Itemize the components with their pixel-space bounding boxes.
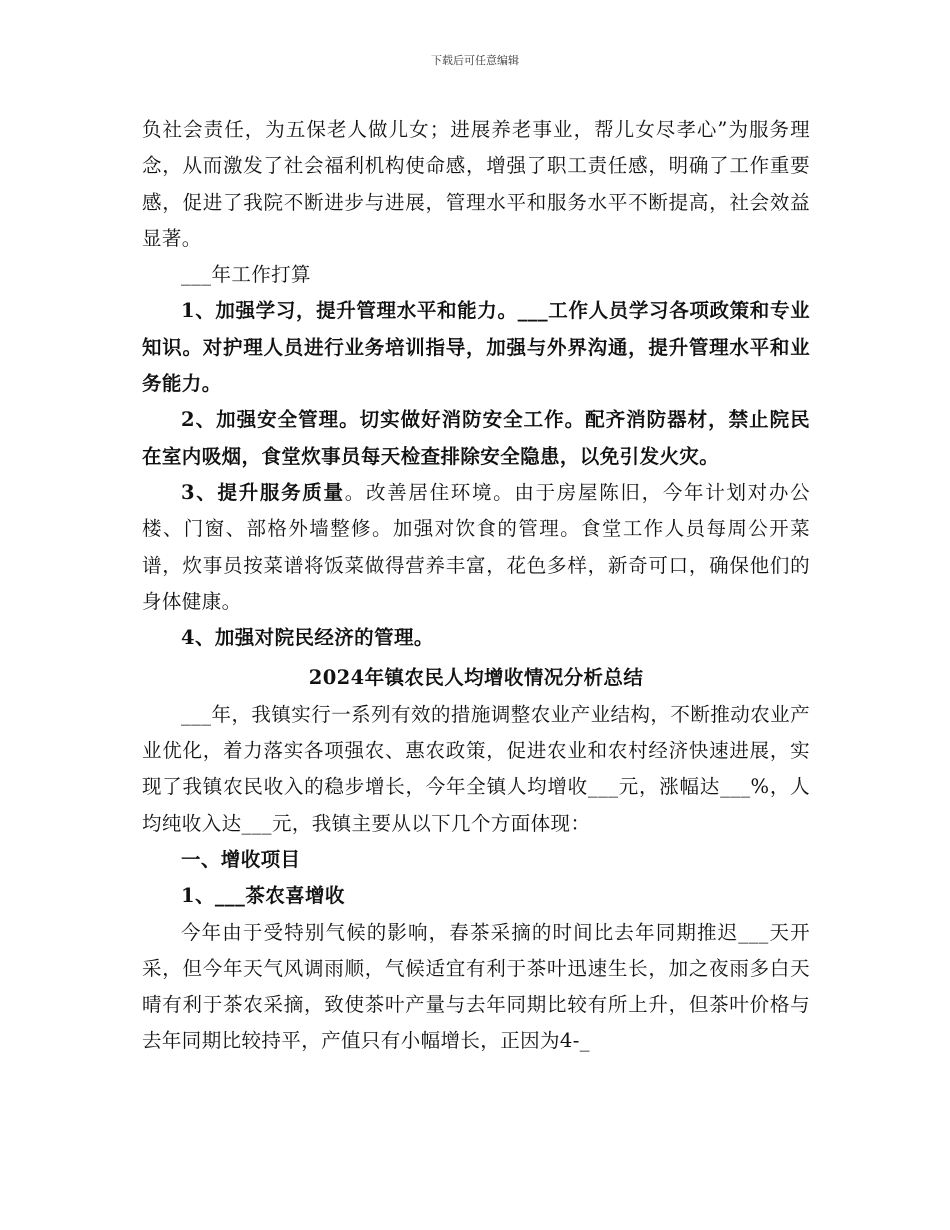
- paragraph: [142, 475, 810, 620]
- page-header: 下载后可任意编辑: [431, 54, 519, 67]
- section-heading: 一、增收项目: [181, 847, 301, 871]
- document-body: [142, 112, 810, 1060]
- paragraph: 4、加强对院民经济的管理。: [181, 626, 434, 650]
- paragraph: 今年由于受特别气候的影响，春茶采摘的时间比去年同期推迟___天开采，但今年天气风调雨顺，气候适宜有利于茶叶迅速生长，加之夜雨多白天晴有利于茶农采摘，致使茶叶产量与去年同期比较有所上升，但茶叶价格与去年同期比较持平，产值只有小幅增长，正因为4-_: [142, 920, 810, 1053]
- paragraph: ___年，我镇实行一系列有效的措施调整农业产业结构，不断推动农业产业优化，着力落实各项强农、惠农政策，促进农业和农村经济快速进展，实现了我镇农民收入的稳步增长，今年全镇人均增收___元，涨幅达___%，人均纯收入达___元，我镇主要从以下几个方面体现：: [142, 702, 810, 835]
- paragraph-lead: 3、提升服务质量: [181, 480, 345, 504]
- document-title: 2024年镇农民人均增收情况分析总结: [308, 666, 644, 690]
- paragraph-rest: 。改善居住环境。由于房屋陈旧，今年计划对办公楼、门窗、部格外墙整修。加强对饮食的管理。食堂工作人员每周公开菜谱，炊事员按菜谱将饭菜做得营养丰富，花色多样，新奇可口，确保他们的身体健康。: [142, 480, 810, 613]
- subsection-heading: 1、___茶农喜增收: [181, 884, 345, 908]
- section-heading: ___年工作打算: [181, 263, 311, 287]
- paragraph: 负社会责任，为五保老人做儿女；进展养老事业，帮儿女尽孝心”为服务理念，从而激发了社会福利机构使命感，增强了职工责任感，明确了工作重要感，促进了我院不断进步与进展，管理水平和服务水平不断提高，社会效益显著。: [142, 118, 810, 250]
- paragraph: 2、加强安全管理。切实做好消防安全工作。配齐消防器材，禁止院民在室内吸烟，食堂炊事员每天检查排除安全隐患，以免引发火灾。: [142, 408, 810, 468]
- paragraph: 1、加强学习，提升管理水平和能力。___工作人员学习各项政策和专业知识。对护理人员进行业务培训指导，加强与外界沟通，提升管理水平和业务能力。: [142, 299, 810, 396]
